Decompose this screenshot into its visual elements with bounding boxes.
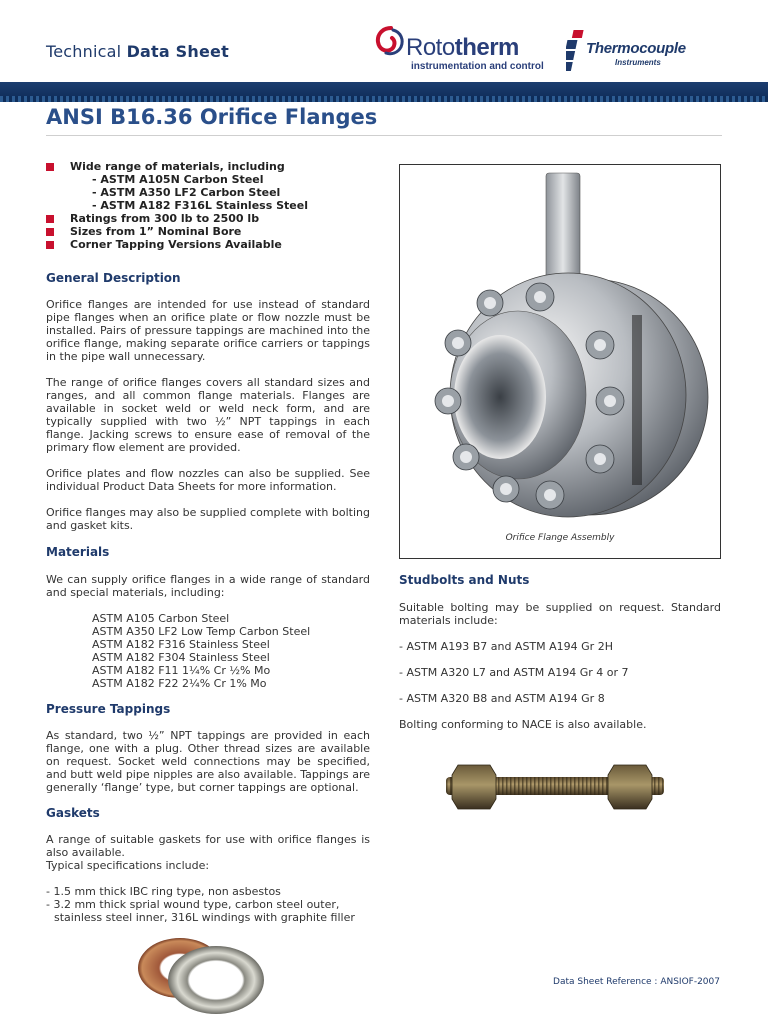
thermocouple-tagline: Instruments [615,58,661,67]
gasket-item: - 3.2 mm thick sprial wound type, carbon steel outer, [46,898,340,911]
material-item: ASTM A182 F22 2¼% Cr 1% Mo [92,677,267,690]
feature-subitem: - ASTM A182 F316L Stainless Steel [92,199,308,212]
general-paragraph-3: Orifice plates and flow nozzles can also be supplied. See individual Product Data Sheets for more information. [46,467,370,493]
rototherm-wordmark [406,34,519,62]
document-type-light: Technical [46,42,122,61]
bullet-square-icon [46,228,54,236]
header-band [0,82,768,102]
material-item: ASTM A105 Carbon Steel [92,612,230,625]
bullet-square-icon [46,215,54,223]
studbolt-image [438,755,674,819]
gaskets-intro: A range of suitable gaskets for use with orifice flanges is also available. [46,833,370,859]
studbolt-item: - ASTM A193 B7 and ASTM A194 Gr 2H [399,640,613,653]
feature-subitem: - ASTM A105N Carbon Steel [92,173,264,186]
general-paragraph-2: The range of orifice flanges covers all standard sizes and ranges, and all common flange materials. Flanges are available in socket weld or weld neck form, and are typically supplied with two ½” NPT tappings in each flange. Jacking screws to ensure ease of removal of the primary flow element are provided. [46,376,370,454]
page-title: ANSI B16.36 Orifice Flanges [46,105,378,129]
materials-list [46,612,370,690]
gaskets-intro-2: Typical specifications include: [46,859,210,872]
right-column [399,573,721,731]
feature-list [46,160,370,251]
gasket-item-continued: stainless steel inner, 316L windings with graphite filler [54,911,355,924]
rototherm-logo [374,22,554,74]
orifice-flange-image [400,165,720,525]
studbolts-heading: Studbolts and Nuts [399,573,530,587]
studbolts-intro: Suitable bolting may be supplied on request. Standard materials include: [399,601,721,627]
studbolt-item: - ASTM A320 L7 and ASTM A194 Gr 4 or 7 [399,666,629,679]
feature-item [46,238,370,251]
thermocouple-wordmark: Thermocouple [586,40,686,57]
studbolt-item: - ASTM A320 B8 and ASTM A194 Gr 8 [399,692,605,705]
material-item: ASTM A182 F316 Stainless Steel [92,638,270,651]
document-type-bold: Data Sheet [126,42,229,61]
general-paragraph-4: Orifice flanges may also be supplied complete with bolting and gasket kits. [46,506,370,532]
bullet-square-icon [46,163,54,171]
general-paragraph-1: Orifice flanges are intended for use instead of standard pipe flanges when an orifice plate or flow nozzle must be installed. Pairs of pressure tappings are machined into the orifice flange, making separate orifice carriers or tappings in the pipe wall unnecessary. [46,298,370,363]
feature-text: Corner Tapping Versions Available [70,238,282,251]
gaskets-heading: Gaskets [46,806,100,820]
general-description-heading: General Description [46,271,181,285]
feature-item [46,225,370,238]
title-divider [46,135,722,136]
rototherm-light: Roto [406,34,455,61]
material-item: ASTM A350 LF2 Low Temp Carbon Steel [92,625,311,638]
materials-heading: Materials [46,545,110,559]
bullet-square-icon [46,241,54,249]
materials-intro: We can supply orifice flanges in a wide range of standard and special materials, including: [46,573,370,599]
material-item: ASTM A182 F304 Stainless Steel [92,651,270,664]
figure-caption: Orifice Flange Assembly [505,533,615,543]
rototherm-swirl-icon [374,24,408,64]
pressure-tappings-text: As standard, two ½” NPT tappings are provided in each flange, one with a plug. Other thread sizes are available on request. Socket weld connections may be specified, and butt weld pipe nipples are also available. Tappings are generally ‘flange’ type, but corner tappings are optional. [46,729,370,794]
feature-text: Sizes from 1” Nominal Bore [70,225,242,238]
pressure-tappings-heading: Pressure Tappings [46,702,171,716]
feature-text: Ratings from 300 lb to 2500 lb [70,212,260,225]
gasket-image [136,928,268,1018]
rototherm-tagline: instrumentation and control [411,61,544,72]
feature-subitem: - ASTM A350 LF2 Carbon Steel [92,186,281,199]
left-column [46,160,370,924]
feature-item [46,160,370,173]
feature-item [46,212,370,225]
thermocouple-logo [566,28,736,76]
orifice-flange-figure [399,164,721,559]
gasket-item: - 1.5 mm thick IBC ring type, non asbestos [46,885,281,898]
material-item: ASTM A182 F11 1¼% Cr ½% Mo [92,664,271,677]
rototherm-bold: therm [454,34,519,61]
document-type [46,42,229,61]
datasheet-reference: Data Sheet Reference : ANSIOF-2007 [553,977,720,987]
feature-text: Wide range of materials, including [70,160,285,173]
nace-note: Bolting conforming to NACE is also available. [399,718,647,731]
